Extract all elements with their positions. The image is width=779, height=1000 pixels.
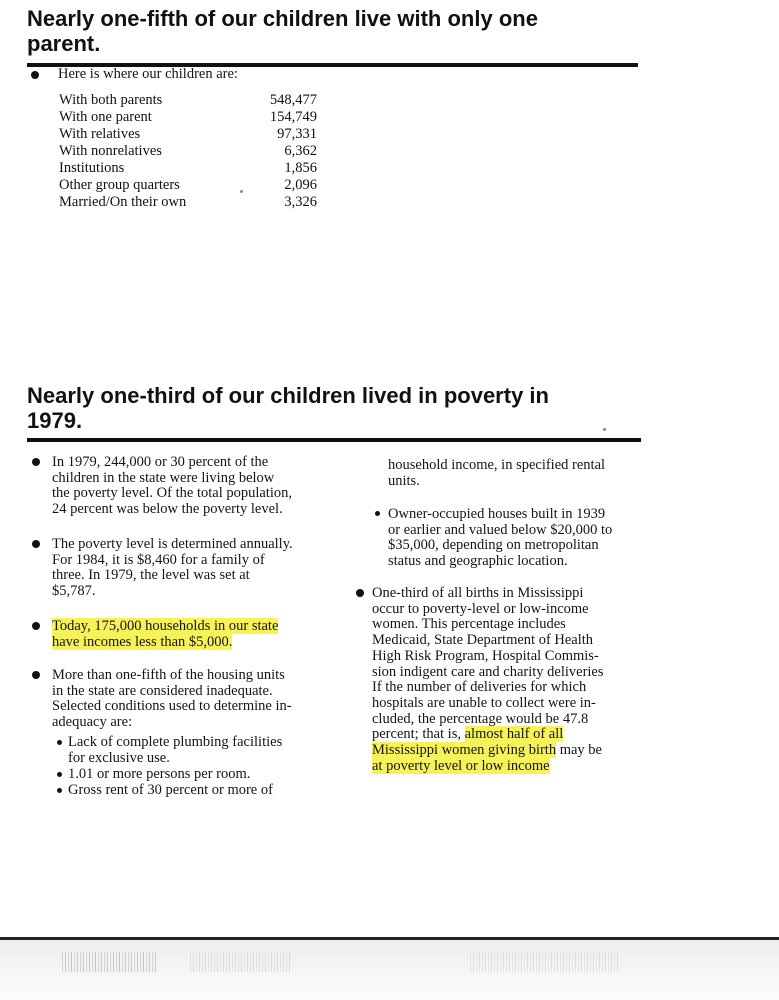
highlighted-text: almost half of all: [464, 726, 564, 743]
text-line: In 1979, 244,000 or 30 percent of the: [52, 454, 269, 470]
highlighted-text: Mississippi women giving birth: [372, 742, 557, 759]
text-line: More than one-fifth of the housing units: [52, 667, 285, 683]
text-line: percent; that is,: [372, 726, 465, 743]
scan-noise: [190, 952, 290, 972]
text-line: status and geographic location.: [388, 553, 568, 570]
row-value: 2,096: [284, 177, 317, 193]
scan-speck: [240, 190, 243, 193]
table-row: [59, 109, 317, 126]
row-value: 6,362: [284, 143, 317, 159]
text-line: household income, in specified rental: [388, 457, 606, 473]
text-line: Selected conditions used to determine in-: [52, 698, 292, 715]
text-line: in the state are considered inadequate.: [52, 682, 273, 699]
row-value: 3,326: [284, 194, 317, 210]
table-row: [59, 160, 317, 177]
highlighted-text: at poverty level or low income: [372, 757, 550, 774]
row-label: With one parent: [59, 109, 152, 125]
text-line: adequacy are:: [52, 714, 133, 731]
text-line: sion indigent care and charity deliveries: [372, 663, 604, 680]
text-line: The poverty level is determined annually.: [52, 536, 293, 552]
highlighted-text: Today, 175,000 households in our state: [52, 618, 279, 634]
text-line: Lack of complete plumbing facilities: [68, 734, 283, 750]
table-row: [59, 177, 317, 194]
table-row: [59, 92, 317, 109]
right-paragraph-3: [372, 586, 604, 774]
sub-bullet-icon: [57, 772, 62, 777]
table-row: [59, 194, 317, 211]
sub-item-3: Gross rent of 30 percent or more of: [68, 782, 273, 798]
table-row: [59, 143, 317, 160]
row-value: 154,749: [269, 109, 317, 125]
left-paragraph-3-highlighted: [52, 619, 278, 650]
highlighted-text: have incomes less than $5,000.: [52, 633, 233, 650]
text-line: units.: [388, 472, 420, 489]
bullet-icon: [356, 589, 364, 597]
section1-heading: [27, 6, 538, 56]
bullet-icon: [32, 671, 40, 679]
row-label: Married/On their own: [59, 194, 187, 210]
row-value: 548,477: [269, 92, 317, 108]
row-label: Other group quarters: [59, 177, 180, 193]
sub-bullet-icon: [57, 788, 62, 793]
section2-heading: [27, 383, 549, 433]
sub-item-1: [68, 735, 282, 766]
row-value: 1,856: [284, 160, 317, 176]
row-label: With both parents: [59, 92, 163, 108]
text-line: One-third of all births in Mississippi: [372, 585, 584, 601]
row-label: With nonrelatives: [59, 143, 162, 159]
bullet-icon: [31, 71, 39, 79]
right-paragraph-2: [388, 507, 612, 570]
text-line: High Risk Program, Hospital Commis-: [372, 647, 599, 664]
text-line: If the number of deliveries for which: [372, 679, 587, 696]
sub-item-2: 1.01 or more persons per room.: [68, 766, 251, 782]
section1-heading-line1: Nearly one-fifth of our children live with only one: [27, 6, 538, 31]
bullet-icon: [32, 622, 40, 630]
section2-heading-line1: Nearly one-third of our children lived in poverty in: [27, 383, 549, 408]
text-line: women. This percentage includes: [372, 616, 566, 633]
text-line: for exclusive use.: [68, 749, 170, 766]
section2-heading-line2: 1979.: [27, 408, 83, 433]
section1-heading-line2: parent.: [27, 31, 101, 56]
table-row: [59, 126, 317, 143]
row-value: 97,331: [277, 126, 317, 142]
row-label: Institutions: [59, 160, 125, 176]
sub-bullet-icon: [57, 740, 62, 745]
text-line: or earlier and valued below $20,000 to: [388, 521, 613, 538]
text-line: cluded, the percentage would be 47.8: [372, 710, 589, 727]
section2-rule: [27, 438, 641, 442]
text-line: the poverty level. Of the total population,: [52, 485, 292, 502]
row-label: With relatives: [59, 126, 141, 142]
left-paragraph-2: [52, 537, 293, 600]
scan-noise: [470, 952, 620, 972]
text-line: three. In 1979, the level was set at: [52, 567, 250, 584]
left-paragraph-4: [52, 668, 292, 731]
text-line: hospitals are unable to collect were in-: [372, 694, 596, 711]
text-line: children in the state were living below: [52, 469, 275, 486]
right-paragraph-1: [388, 458, 605, 489]
text-line: Medicaid, State Department of Health: [372, 632, 594, 649]
left-paragraph-1: [52, 455, 292, 518]
text-line: $35,000, depending on metropolitan: [388, 537, 599, 554]
text-line: Owner-occupied houses built in 1939: [388, 506, 606, 522]
text-line: 24 percent was below the poverty level.: [52, 501, 283, 518]
text-line: For 1984, it is $8,460 for a family of: [52, 551, 265, 568]
text-line: $5,787.: [52, 583, 96, 600]
text-line: may be: [556, 742, 602, 759]
bullet-icon: [32, 458, 40, 466]
bullet-icon: [32, 540, 40, 548]
section1-intro: Here is where our children are:: [58, 66, 238, 82]
sub-bullet-icon: [375, 511, 380, 516]
scan-noise: [62, 952, 157, 972]
text-line: occur to poverty-level or low-income: [372, 600, 589, 617]
scan-speck: [603, 428, 606, 431]
